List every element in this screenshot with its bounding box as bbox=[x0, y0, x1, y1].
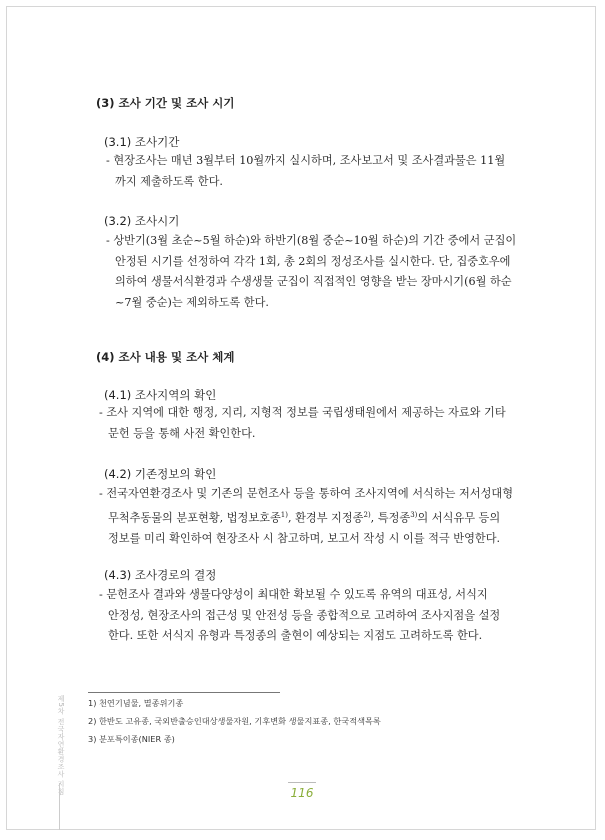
footnote-ref-3: 3) bbox=[410, 510, 418, 519]
page-number: 116 bbox=[290, 786, 314, 800]
section-4-title: (4) 조사 내용 및 조사 체계 bbox=[96, 350, 235, 364]
text-line: ~7월 중순)는 제외하도록 한다. bbox=[115, 295, 269, 309]
section-3-title: (3) 조사 기간 및 조사 시기 bbox=[96, 96, 235, 110]
text-fragment: , 특정종 bbox=[370, 511, 411, 525]
subsection-3-2-body bbox=[106, 231, 526, 313]
subsection-4-2-title: (4.2) 기존정보의 확인 bbox=[104, 467, 217, 481]
subsection-4-3-body bbox=[99, 585, 525, 647]
text-line: - 전국자연환경조사 및 기존의 문헌조사 등을 통하여 조사지역에 서식하는 저서성대형 bbox=[99, 487, 514, 500]
footnote-ref-2: 2) bbox=[363, 510, 371, 519]
text-line: 안정성, 현장조사의 접근성 및 안전성 등을 종합적으로 고려하여 조사지점을 설정 bbox=[108, 608, 501, 622]
text-fragment: 무척추동물의 분포현황, 법정보호종 bbox=[108, 511, 281, 525]
text-line: 까지 제출하도록 한다. bbox=[115, 174, 223, 188]
subsection-3-1-body bbox=[106, 151, 526, 192]
page-number-rule bbox=[288, 782, 316, 783]
text-line: - 현장조사는 매년 3월부터 10월까지 실시하며, 조사보고서 및 조사결과물은 11월 bbox=[106, 154, 506, 167]
text-line: 문헌 등을 통해 사전 확인한다. bbox=[108, 426, 256, 440]
subsection-4-1-body bbox=[99, 403, 525, 444]
subsection-4-2-body bbox=[99, 484, 525, 549]
text-line: 안정된 시기를 선정하여 각각 1회, 총 2회의 정성조사를 실시한다. 단, 집중호우에 bbox=[115, 254, 511, 268]
text-line: - 상반기(3월 초순~5월 하순)와 하반기(8월 중순~10월 하순)의 기간 중에서 군집이 bbox=[106, 234, 517, 247]
text-line: 의하여 생물서식환경과 수생생물 군집이 직접적인 영향을 받는 장마시기(6월 하순 bbox=[115, 275, 512, 288]
footnote-ref-1: 1) bbox=[280, 510, 288, 519]
subsection-4-1-title: (4.1) 조사지역의 확인 bbox=[104, 388, 217, 402]
side-running-label: 제5차 전국자연환경조사 지침 bbox=[57, 695, 65, 796]
footnote-3: 3) 분포특이종(NIER 종) bbox=[88, 734, 175, 744]
text-line: - 조사 지역에 대한 행정, 지리, 지형적 정보를 국립생태원에서 제공하는 자료와 기타 bbox=[99, 406, 506, 419]
text-line: 한다. 또한 서식지 유형과 특정종의 출현이 예상되는 지점도 고려하도록 한다. bbox=[108, 629, 483, 642]
side-divider bbox=[59, 783, 60, 830]
footnote-divider bbox=[88, 692, 280, 693]
text-fragment: , 환경부 지정종 bbox=[287, 511, 364, 525]
text-line: - 문헌조사 결과와 생물다양성이 최대한 확보될 수 있도록 유역의 대표성, 서식지 bbox=[99, 588, 488, 601]
footnote-2: 2) 한반도 고유종, 국외반출승인대상생물자원, 기후변화 생물지표종, 한국적색목록 bbox=[88, 716, 381, 726]
subsection-4-3-title: (4.3) 조사경로의 결정 bbox=[104, 568, 217, 582]
text-line bbox=[99, 505, 525, 529]
subsection-3-2-title: (3.2) 조사시기 bbox=[104, 214, 180, 228]
footnote-1: 1) 천연기념물, 멸종위기종 bbox=[88, 698, 184, 708]
text-line: 정보를 미리 확인하여 현장조사 시 참고하며, 보고서 작성 시 이를 적극 반영한다. bbox=[108, 531, 501, 545]
text-fragment: 의 서식유무 등의 bbox=[417, 511, 501, 525]
subsection-3-1-title: (3.1) 조사기간 bbox=[104, 135, 180, 149]
